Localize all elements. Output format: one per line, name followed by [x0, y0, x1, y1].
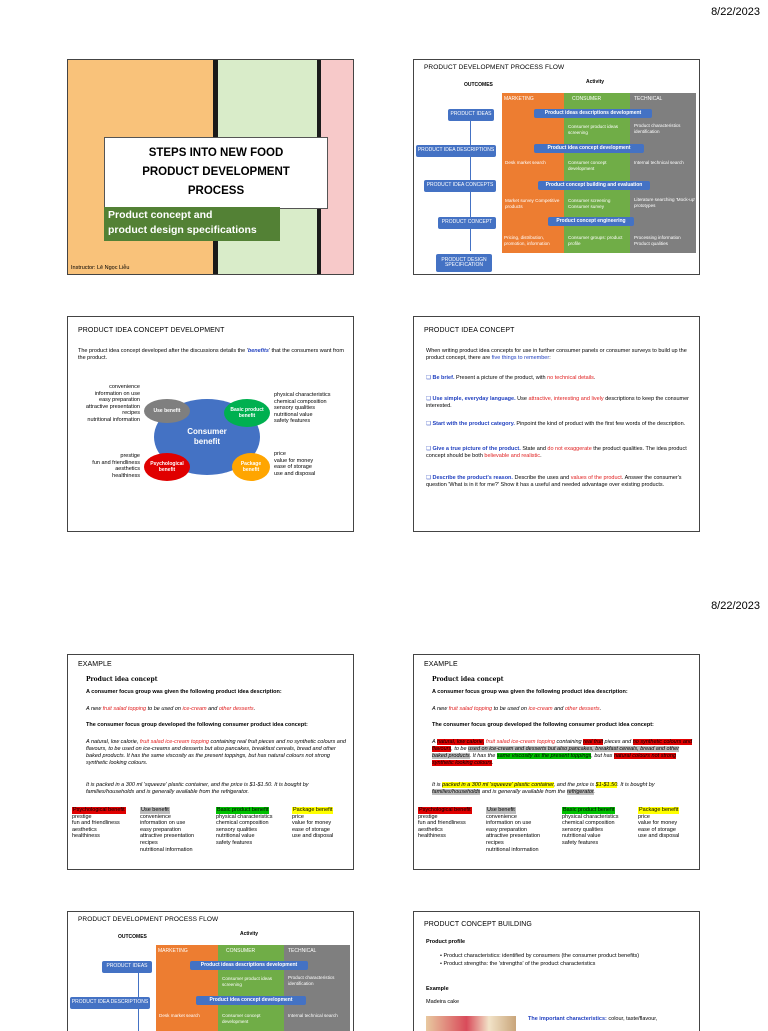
hl-fridge: refrigerator: [566, 788, 594, 795]
psych-benefit-ellipse: [144, 453, 190, 481]
flow2-title: PRODUCT DEVELOPMENT PROCESS FLOW: [78, 916, 219, 923]
slide-idea-concept: [413, 316, 700, 532]
desc-red: ice-cream: [528, 706, 553, 712]
use-item: nutritional information: [87, 416, 140, 423]
basic-item: nutritional value: [562, 833, 601, 840]
idea-dev-intro-part1: The product idea concept developed after the discussions details the ': [78, 348, 248, 354]
cell-technical-4: Processing information Product qualities: [634, 235, 681, 246]
idea-concept-intro: [426, 348, 692, 362]
rule-1-red: no technical details: [547, 375, 594, 381]
idea-concept-title: PRODUCT IDEA CONCEPT: [424, 327, 515, 334]
example2-line1: A consumer focus group was given the following product idea description:: [432, 689, 628, 695]
basic-item: nutritional value: [274, 411, 313, 418]
cell-consumer-4: Consumer groups: product profile: [568, 235, 623, 246]
desc-part: .: [253, 706, 256, 712]
desc-part: A new: [86, 706, 103, 712]
use-item: easy preparation: [140, 826, 181, 833]
package-item: price: [638, 813, 650, 820]
basic-item: physical characteristics: [562, 813, 619, 820]
cell2-consumer-1: Consumer product ideas screening: [222, 976, 273, 987]
flow-outcomes-label: OUTCOMES: [464, 82, 493, 88]
cell-technical-1: Product characteristics identification: [634, 123, 681, 134]
example-heading: Product idea concept: [86, 676, 158, 683]
cell2-marketing-2: Desk market search: [159, 1013, 200, 1018]
basic-item: physical characteristics: [216, 813, 273, 820]
rule-5-end: . Answer the consumer's question 'What is in it for me?' Show it has a useful and needed advantage over existing products.: [426, 475, 682, 488]
building-important: [528, 1016, 698, 1023]
package-benefit-label: Package benefit: [240, 461, 262, 473]
cell-consumer-1: Consumer product ideas screening: [568, 124, 619, 135]
col-marketing-label: MARKETING: [504, 96, 534, 102]
package-header: Package benefit: [293, 807, 333, 813]
cell2-technical-1: Product characteristics identification: [288, 975, 335, 986]
psych-item: aesthetics: [72, 826, 97, 833]
checkbox-icon: ❏: [426, 375, 431, 381]
important-label: The important characteristics:: [528, 1016, 607, 1022]
hl-price: $1-$1.50: [595, 782, 618, 788]
rule-3: [426, 421, 692, 428]
use-item: attractive presentation: [140, 833, 195, 840]
rule-1: [426, 375, 692, 382]
psych-item: prestige: [72, 813, 92, 820]
outcome-idea-descriptions: PRODUCT IDEA DESCRIPTIONS: [416, 145, 496, 157]
bullet-icon: •: [440, 961, 442, 967]
hl-families: families/households: [432, 788, 481, 795]
rule-2: [426, 396, 692, 410]
rule-5: [426, 475, 692, 489]
hl-no-synthetic: no synthetic colours and flavours: [432, 739, 693, 752]
psych-benefit-label: Psychological benefit: [150, 461, 184, 473]
use-benefit-label: Use benefit: [153, 408, 181, 414]
rule-4-mid: the product qualities. The idea product concept should be both: [426, 446, 687, 459]
use-item: recipes: [486, 839, 504, 846]
psych-item: fun and friendliness: [418, 820, 466, 827]
use-item: convenience: [140, 813, 171, 820]
psych-item: aesthetics: [418, 826, 443, 833]
pack-part: .: [593, 788, 596, 795]
example2-packaging: [432, 782, 694, 796]
rule-4-text: State and: [520, 446, 548, 452]
desc-red: fruit salad topping: [448, 706, 493, 712]
basic-items-list: [274, 392, 354, 425]
hl-natural: natural, low calorie,: [437, 739, 485, 745]
rule-3-bold: Start with the product category.: [432, 421, 515, 427]
example-concept: [86, 739, 348, 767]
use-item: easy preparation: [99, 397, 140, 404]
rule-4-red2: believable and realistic: [484, 452, 541, 459]
basic-benefit-ellipse: [224, 399, 270, 427]
rule-4-red1: do not exaggerate: [547, 446, 592, 452]
basic-item: sensory qualities: [274, 405, 315, 412]
building-profile: Product profile: [426, 939, 466, 945]
rule-1-bold: Be brief.: [432, 375, 455, 381]
basic-item: nutritional value: [216, 833, 255, 840]
example-title: EXAMPLE: [78, 661, 112, 668]
bar2-descriptions-development: Product ideas descriptions development: [190, 961, 308, 970]
package-item: price: [274, 451, 286, 457]
hl-viscosity: same viscosity as the present toppings: [496, 752, 592, 759]
concept-part: A: [432, 739, 437, 745]
example2-package-col: [638, 807, 700, 840]
use-item: attractive presentation: [486, 833, 541, 840]
subtitle-line-2: product design specifications: [108, 224, 257, 236]
rule-1-end: .: [593, 375, 596, 381]
psych-header: Psychological benefit: [73, 807, 125, 813]
example-use-col: [140, 807, 215, 853]
cell-marketing-4: Pricing, distribution, promotion, information: [504, 235, 550, 246]
example-line2: The consumer focus group developed the following consumer product idea concept:: [86, 722, 308, 728]
example2-psych-col: [418, 807, 488, 840]
rule-2-red: attractive, interesting and lively: [528, 396, 604, 402]
desc-part: to be used on: [492, 706, 529, 712]
basic-item: sensory qualities: [216, 826, 257, 833]
example-psych-col: [72, 807, 142, 840]
checkbox-icon: ❏: [426, 396, 431, 402]
use-item: information on use: [486, 820, 532, 827]
concept-part: , to be: [451, 745, 469, 752]
col-technical-label: TECHNICAL: [634, 96, 663, 102]
bar-concept-engineering: Product concept engineering: [548, 217, 634, 226]
package-items-list: [274, 451, 354, 477]
use-item: recipes: [140, 839, 158, 846]
psych-item: prestige: [418, 813, 438, 820]
cell-technical-3: Literature searching 'Mock-up' prototypes: [634, 197, 696, 208]
checkbox-icon: ❏: [426, 475, 431, 481]
hl-used-on: used on ice-cream and desserts but also pancakes, breakfast cereals, bread and other baked products: [432, 745, 680, 759]
concept-red: fruit salad ice-cream topping: [485, 739, 556, 745]
cell-marketing-2: Desk market search: [505, 160, 546, 165]
use-item: information on use: [140, 820, 186, 827]
bullet-text: Product strengths: the 'strengths' of the product characteristics: [443, 961, 596, 967]
use-item: attractive presentation: [85, 403, 140, 410]
intro-text: When writing product idea concepts for use in further consumer panels or consumer surveys to build up the product concept, there are: [426, 348, 687, 361]
checkbox-icon: ❏: [426, 446, 431, 452]
package-item: ease of storage: [292, 826, 330, 833]
title-white-box: [104, 137, 328, 209]
subtitle-box: [104, 207, 280, 241]
concept-red: fruit salad ice-cream topping: [139, 739, 209, 745]
col2-technical-label: TECHNICAL: [288, 948, 317, 954]
slide-example: [67, 654, 354, 870]
subtitle-line-1: Product concept and: [108, 209, 213, 221]
bar-concept-development: Product idea concept development: [534, 144, 644, 153]
intro-blue: five things to remember: [491, 354, 550, 361]
rule-4-end: .: [540, 452, 542, 459]
bar-concept-building: Product concept building and evaluation: [538, 181, 650, 190]
flow2-outcomes-label: OUTCOMES: [118, 934, 147, 940]
rule-2-bold: Use simple, everyday language.: [432, 396, 516, 402]
bar-descriptions-development: Product ideas descriptions development: [534, 109, 652, 118]
package-benefit-ellipse: [232, 453, 270, 481]
example-line1: A consumer focus group was given the following product idea description:: [86, 689, 282, 695]
package-item: value for money: [274, 457, 314, 464]
use-item: convenience: [486, 813, 517, 820]
bullet-icon: •: [440, 953, 442, 959]
bar2-concept-development: Product idea concept development: [196, 996, 306, 1005]
hl-packed: packed in a 300 ml 'squeeze' plastic container: [442, 782, 554, 788]
idea-dev-title: PRODUCT IDEA CONCEPT DEVELOPMENT: [78, 327, 225, 334]
use-items-list: [68, 384, 140, 424]
concept-part: containing real fruit pieces and no synthetic colours and flavours, to be used on ice-creams and desserts but also pancakes, breakfast cereals, bread and other baked products. It has the same viscosity as the present toppings, but has natural colours not strong synthetic looking colours.: [86, 739, 346, 766]
desc-red: other desserts: [564, 706, 600, 712]
psych-item: healthiness: [418, 833, 446, 840]
title-line-3: PROCESS: [187, 185, 245, 197]
basic-item: sensory qualities: [562, 826, 603, 833]
example2-title: EXAMPLE: [424, 661, 458, 668]
use-item: easy preparation: [486, 826, 527, 833]
building-bullet-1: [440, 953, 696, 960]
pack-part: . It is bought by: [617, 782, 655, 788]
psych-item: fun and friendliness: [92, 459, 140, 466]
idea-dev-intro: [78, 348, 346, 362]
desc-red: ice-cream: [182, 706, 207, 712]
outcome-product-ideas: PRODUCT IDEAS: [448, 109, 494, 121]
concept-part: containing: [555, 739, 584, 745]
basic-item: safety features: [562, 839, 599, 846]
basic-item: physical characteristics: [274, 392, 331, 398]
slide-idea-concept-development: [67, 316, 354, 532]
package-item: value for money: [638, 820, 678, 827]
page-date-top: 8/22/2023: [711, 6, 760, 18]
slide-process-flow-repeat: [67, 911, 354, 1031]
bullet-text: Product characteristics: identified by consumers (the consumer product benefits): [443, 953, 640, 959]
desc-red: other desserts: [218, 706, 254, 712]
use-item: nutritional information: [486, 846, 539, 853]
cell-marketing-3: Market survey Competitive products: [505, 198, 560, 209]
use-item: nutritional information: [140, 846, 193, 853]
package-item: price: [292, 813, 304, 820]
basic-item: safety features: [216, 839, 253, 846]
outcome2-product-ideas: PRODUCT IDEAS: [102, 961, 152, 973]
idea-dev-intro-part2: ' that the consumers want from the product.: [78, 348, 344, 361]
outcome-design-spec: PRODUCT DESIGN SPECIFICATION: [436, 254, 492, 272]
psych-items-list: [68, 453, 140, 479]
important-text: colour, taste/flavour,: [606, 1016, 658, 1022]
concept-part: . It has the: [469, 752, 497, 759]
package-item: value for money: [292, 820, 332, 827]
rule-5-red: values of the product: [570, 475, 622, 481]
concept-part: , but has: [591, 752, 614, 759]
basic-header: Basic product benefit: [217, 807, 269, 813]
rule-5-bold: Describe the product's reason.: [432, 475, 513, 481]
building-title: PRODUCT CONCEPT BUILDING: [424, 921, 532, 928]
slide-concept-building: [413, 911, 700, 1031]
building-bullet-2: [440, 961, 696, 968]
desc-part: and: [552, 706, 565, 712]
basic-item: safety features: [274, 418, 311, 425]
col2-marketing-label: MARKETING: [158, 948, 188, 954]
consumer-benefit-label: Consumer benefit: [187, 427, 227, 446]
slide-example-highlighted: [413, 654, 700, 870]
rule-4: [426, 446, 692, 460]
pack-part: and is generally available from the: [480, 788, 567, 795]
basic-item: chemical composition: [562, 820, 615, 827]
rule-5-text: Describe the uses and: [512, 475, 571, 481]
flow-activity-label: Activity: [586, 79, 605, 85]
concept-part: pieces and: [603, 739, 633, 745]
example2-desc: [432, 706, 694, 713]
instructor-label: Instructor: Lê Ngọc Liễu: [71, 265, 130, 271]
package-item: use and disposal: [292, 833, 334, 840]
idea-dev-intro-benefits: benefits: [247, 348, 269, 354]
cell-consumer-2: Consumer concept development: [568, 160, 607, 171]
rule-3-text: Pinpoint the kind of product with the first few words of the description.: [514, 421, 686, 427]
rule-2-text: Use: [515, 396, 529, 402]
concept-part: A natural, low calorie,: [86, 739, 140, 745]
use-header: Use benefit: [141, 807, 169, 813]
col-consumer-label: CONSUMER: [572, 96, 602, 102]
outcome-idea-concepts: PRODUCT IDEA CONCEPTS: [424, 180, 496, 192]
outcome2-idea-descriptions: PRODUCT IDEA DESCRIPTIONS: [70, 997, 150, 1009]
basic-header: Basic product benefit: [563, 807, 615, 813]
cell-technical-2: Internal technical search: [634, 160, 684, 165]
desc-part: and: [206, 706, 219, 712]
rule-1-text: Present a picture of the product, with: [454, 375, 548, 381]
desc-part: to be used on: [146, 706, 183, 712]
building-madeira: Madeira cake: [426, 999, 460, 1005]
building-example: Example: [426, 986, 449, 992]
pack-part: , and the price is: [553, 782, 596, 788]
example2-heading: Product idea concept: [432, 676, 504, 683]
example-packaging: It is packed in a 300 ml 'squeeze' plastic container, and the price is $1-$1.50. It is bought by families/households and is generally available from the refrigerator.: [86, 782, 309, 795]
use-item: convenience: [109, 384, 140, 390]
psych-item: healthiness: [112, 472, 140, 479]
psych-header: Psychological benefit: [419, 807, 471, 813]
page-date-middle: 8/22/2023: [711, 600, 760, 612]
basic-item: chemical composition: [216, 820, 269, 827]
psych-item: aesthetics: [115, 466, 140, 473]
use-header: Use benefit: [487, 807, 515, 813]
package-item: ease of storage: [274, 464, 312, 471]
example-package-col: [292, 807, 354, 840]
example-desc: [86, 706, 348, 713]
rule-2-end: descriptions to keep the consumer interested.: [426, 396, 689, 409]
title-line-1: STEPS INTO NEW FOOD: [148, 147, 284, 159]
outcome-product-concept: PRODUCT CONCEPT: [438, 217, 496, 229]
desc-part: .: [599, 706, 602, 712]
example-basic-col: [216, 807, 292, 847]
use-item: information on use: [94, 390, 140, 397]
package-header: Package benefit: [639, 807, 679, 813]
desc-red: fruit salad topping: [102, 706, 147, 712]
slide-process-flow: [413, 59, 700, 275]
concept-part: .: [491, 759, 494, 766]
cell2-consumer-2: Consumer concept development: [222, 1013, 261, 1024]
checkbox-icon: ❏: [426, 421, 431, 427]
flow2-activity-label: Activity: [240, 931, 259, 937]
package-item: use and disposal: [274, 470, 316, 477]
hl-real-fruit: real fruit: [583, 739, 604, 745]
title-line-2: PRODUCT DEVELOPMENT: [142, 166, 290, 178]
basic-item: chemical composition: [274, 398, 327, 405]
psych-item: healthiness: [72, 833, 100, 840]
psych-item: prestige: [120, 453, 140, 459]
rule-4-bold: Give a true picture of the product.: [432, 446, 521, 452]
package-item: use and disposal: [638, 833, 680, 840]
cell-consumer-3: Consumer screening Consumer survey: [568, 198, 611, 209]
use-item: recipes: [122, 410, 140, 417]
cell2-technical-2: Internal technical search: [288, 1013, 338, 1018]
col2-consumer-label: CONSUMER: [226, 948, 256, 954]
intro-end: :: [549, 354, 551, 361]
example2-basic-col: [562, 807, 638, 847]
basic-benefit-label: Basic product benefit: [230, 407, 264, 419]
example2-use-col: [486, 807, 561, 853]
psych-item: fun and friendliness: [72, 820, 120, 827]
example2-line2: The consumer focus group developed the following consumer product idea concept:: [432, 722, 654, 728]
flow-title: PRODUCT DEVELOPMENT PROCESS FLOW: [424, 64, 565, 71]
use-benefit-ellipse: [144, 399, 190, 423]
package-item: ease of storage: [638, 826, 676, 833]
example2-concept: [432, 739, 694, 767]
desc-part: A new: [432, 706, 449, 712]
hl-natural-colours: natural colours not strong synthetic looking colours: [432, 752, 677, 766]
pack-part: It is: [432, 782, 443, 788]
slide-title: [67, 59, 354, 275]
